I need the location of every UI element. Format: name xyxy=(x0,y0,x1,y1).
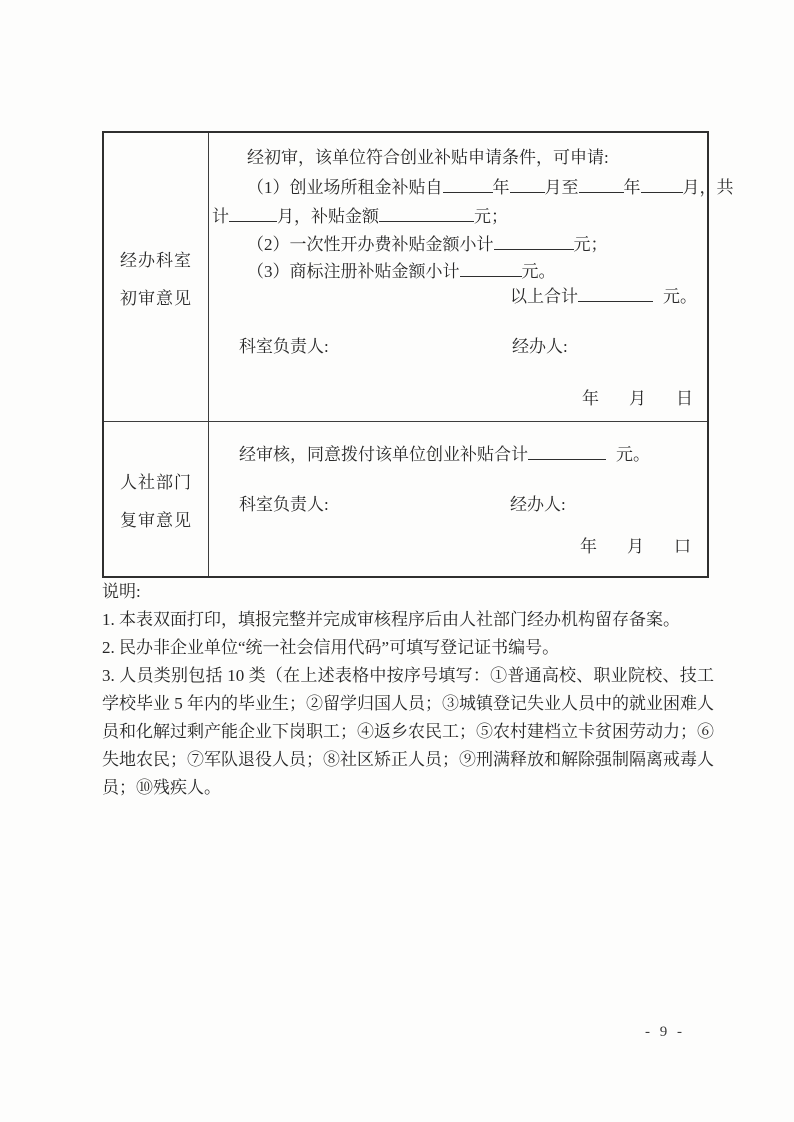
startup-fee-pre: （2）一次性开办费补贴金额小计 xyxy=(247,235,494,254)
rent-line2-end: 元； xyxy=(474,207,508,226)
date-month-label: 月 xyxy=(629,389,646,408)
preliminary-intro-line xyxy=(247,144,609,172)
blank-total-amount xyxy=(578,286,653,302)
date-day-label: 口 xyxy=(674,537,691,556)
startup-fee-line xyxy=(247,231,608,259)
preliminary-intro-text: 经初审，该单位符合创业补贴申请条件，可申请: xyxy=(247,148,609,167)
date-day-label: 日 xyxy=(676,389,693,408)
date-year-label: 年 xyxy=(580,537,597,556)
rent-line1-to: 月至 xyxy=(544,178,579,197)
rent-line2-mid: 月，补贴金额 xyxy=(277,207,379,226)
handler-label: 经办人: xyxy=(512,337,568,356)
total-end: 元。 xyxy=(663,287,697,306)
date-year-label: 年 xyxy=(582,389,599,408)
preliminary-header-line1: 经办科室 xyxy=(120,250,192,270)
approval-end: 元。 xyxy=(616,445,650,464)
rent-line2-pre: 计 xyxy=(212,207,229,226)
blank-start-year xyxy=(443,177,493,193)
rent-line1-end: 月，共 xyxy=(682,178,734,197)
trademark-end: 元。 xyxy=(521,262,556,281)
blank-startup-fee-amount xyxy=(494,234,574,250)
page-number: - 9 - xyxy=(645,1024,685,1040)
rent-subsidy-line2 xyxy=(212,203,508,231)
blank-end-month xyxy=(641,177,683,193)
note-item-3: 3. 人员类别包括 10 类（在上述表格中按序号填写：①普通高校、职业院校、技工学校毕业 5 年内的毕业生；②留学归国人员；③城镇登记失业人员中的就业困难人员和化解过剩产能企业下岗职工；④返乡农民工；⑤农村建档立卡贫困劳动力；⑥失地农民；⑦军队退役人员；⑧社区矫正人员；⑨刑满释放和解除强制隔离戒毒人员；⑩残疾人。 xyxy=(102,666,714,797)
trademark-pre: （3）商标注册补贴金额小计 xyxy=(247,262,460,281)
preliminary-header-line2: 初审意见 xyxy=(120,288,192,308)
trademark-line xyxy=(247,258,556,286)
rent-line1-pre: （1）创业场所租金补贴自 xyxy=(247,178,443,197)
preliminary-review-row xyxy=(104,133,734,422)
review-opinions-table xyxy=(102,131,734,578)
rent-line1-year1: 年 xyxy=(492,178,510,197)
section-chief-label: 科室负责人: xyxy=(239,337,329,356)
date-month-label: 月 xyxy=(627,537,644,556)
final-review-content-cell xyxy=(209,422,707,576)
startup-fee-end: 元； xyxy=(573,235,608,254)
final-review-header-cell xyxy=(104,422,209,576)
section-chief-label: 科室负责人: xyxy=(239,495,329,514)
blank-end-year xyxy=(579,177,624,193)
final-header-line1: 人社部门 xyxy=(120,472,192,492)
final-date-line xyxy=(580,533,691,561)
note-item-2: 2. 民办非企业单位“统一社会信用代码”可填写登记证书编号。 xyxy=(102,638,560,657)
preliminary-review-content-cell xyxy=(209,133,734,421)
notes-section xyxy=(102,578,714,802)
blank-approved-amount xyxy=(528,444,606,460)
total-pre: 以上合计 xyxy=(510,287,578,306)
approval-line xyxy=(239,441,650,469)
blank-total-months xyxy=(229,206,277,222)
blank-start-month xyxy=(510,177,545,193)
preliminary-date-line xyxy=(582,385,693,413)
handler-label: 经办人: xyxy=(510,495,566,514)
notes-title: 说明: xyxy=(102,582,141,601)
blank-rent-amount xyxy=(379,206,474,222)
approval-pre: 经审核，同意拨付该单位创业补贴合计 xyxy=(239,445,528,464)
rent-line1-year2: 年 xyxy=(623,178,641,197)
blank-trademark-amount xyxy=(460,261,522,277)
final-review-row xyxy=(104,422,707,576)
final-header-line2: 复审意见 xyxy=(120,510,192,530)
preliminary-review-header-cell xyxy=(104,133,209,421)
rent-subsidy-line1 xyxy=(247,174,734,202)
note-item-1: 1. 本表双面打印，填报完整并完成审核程序后由人社部门经办机构留存备案。 xyxy=(102,610,680,629)
total-line xyxy=(510,283,697,311)
